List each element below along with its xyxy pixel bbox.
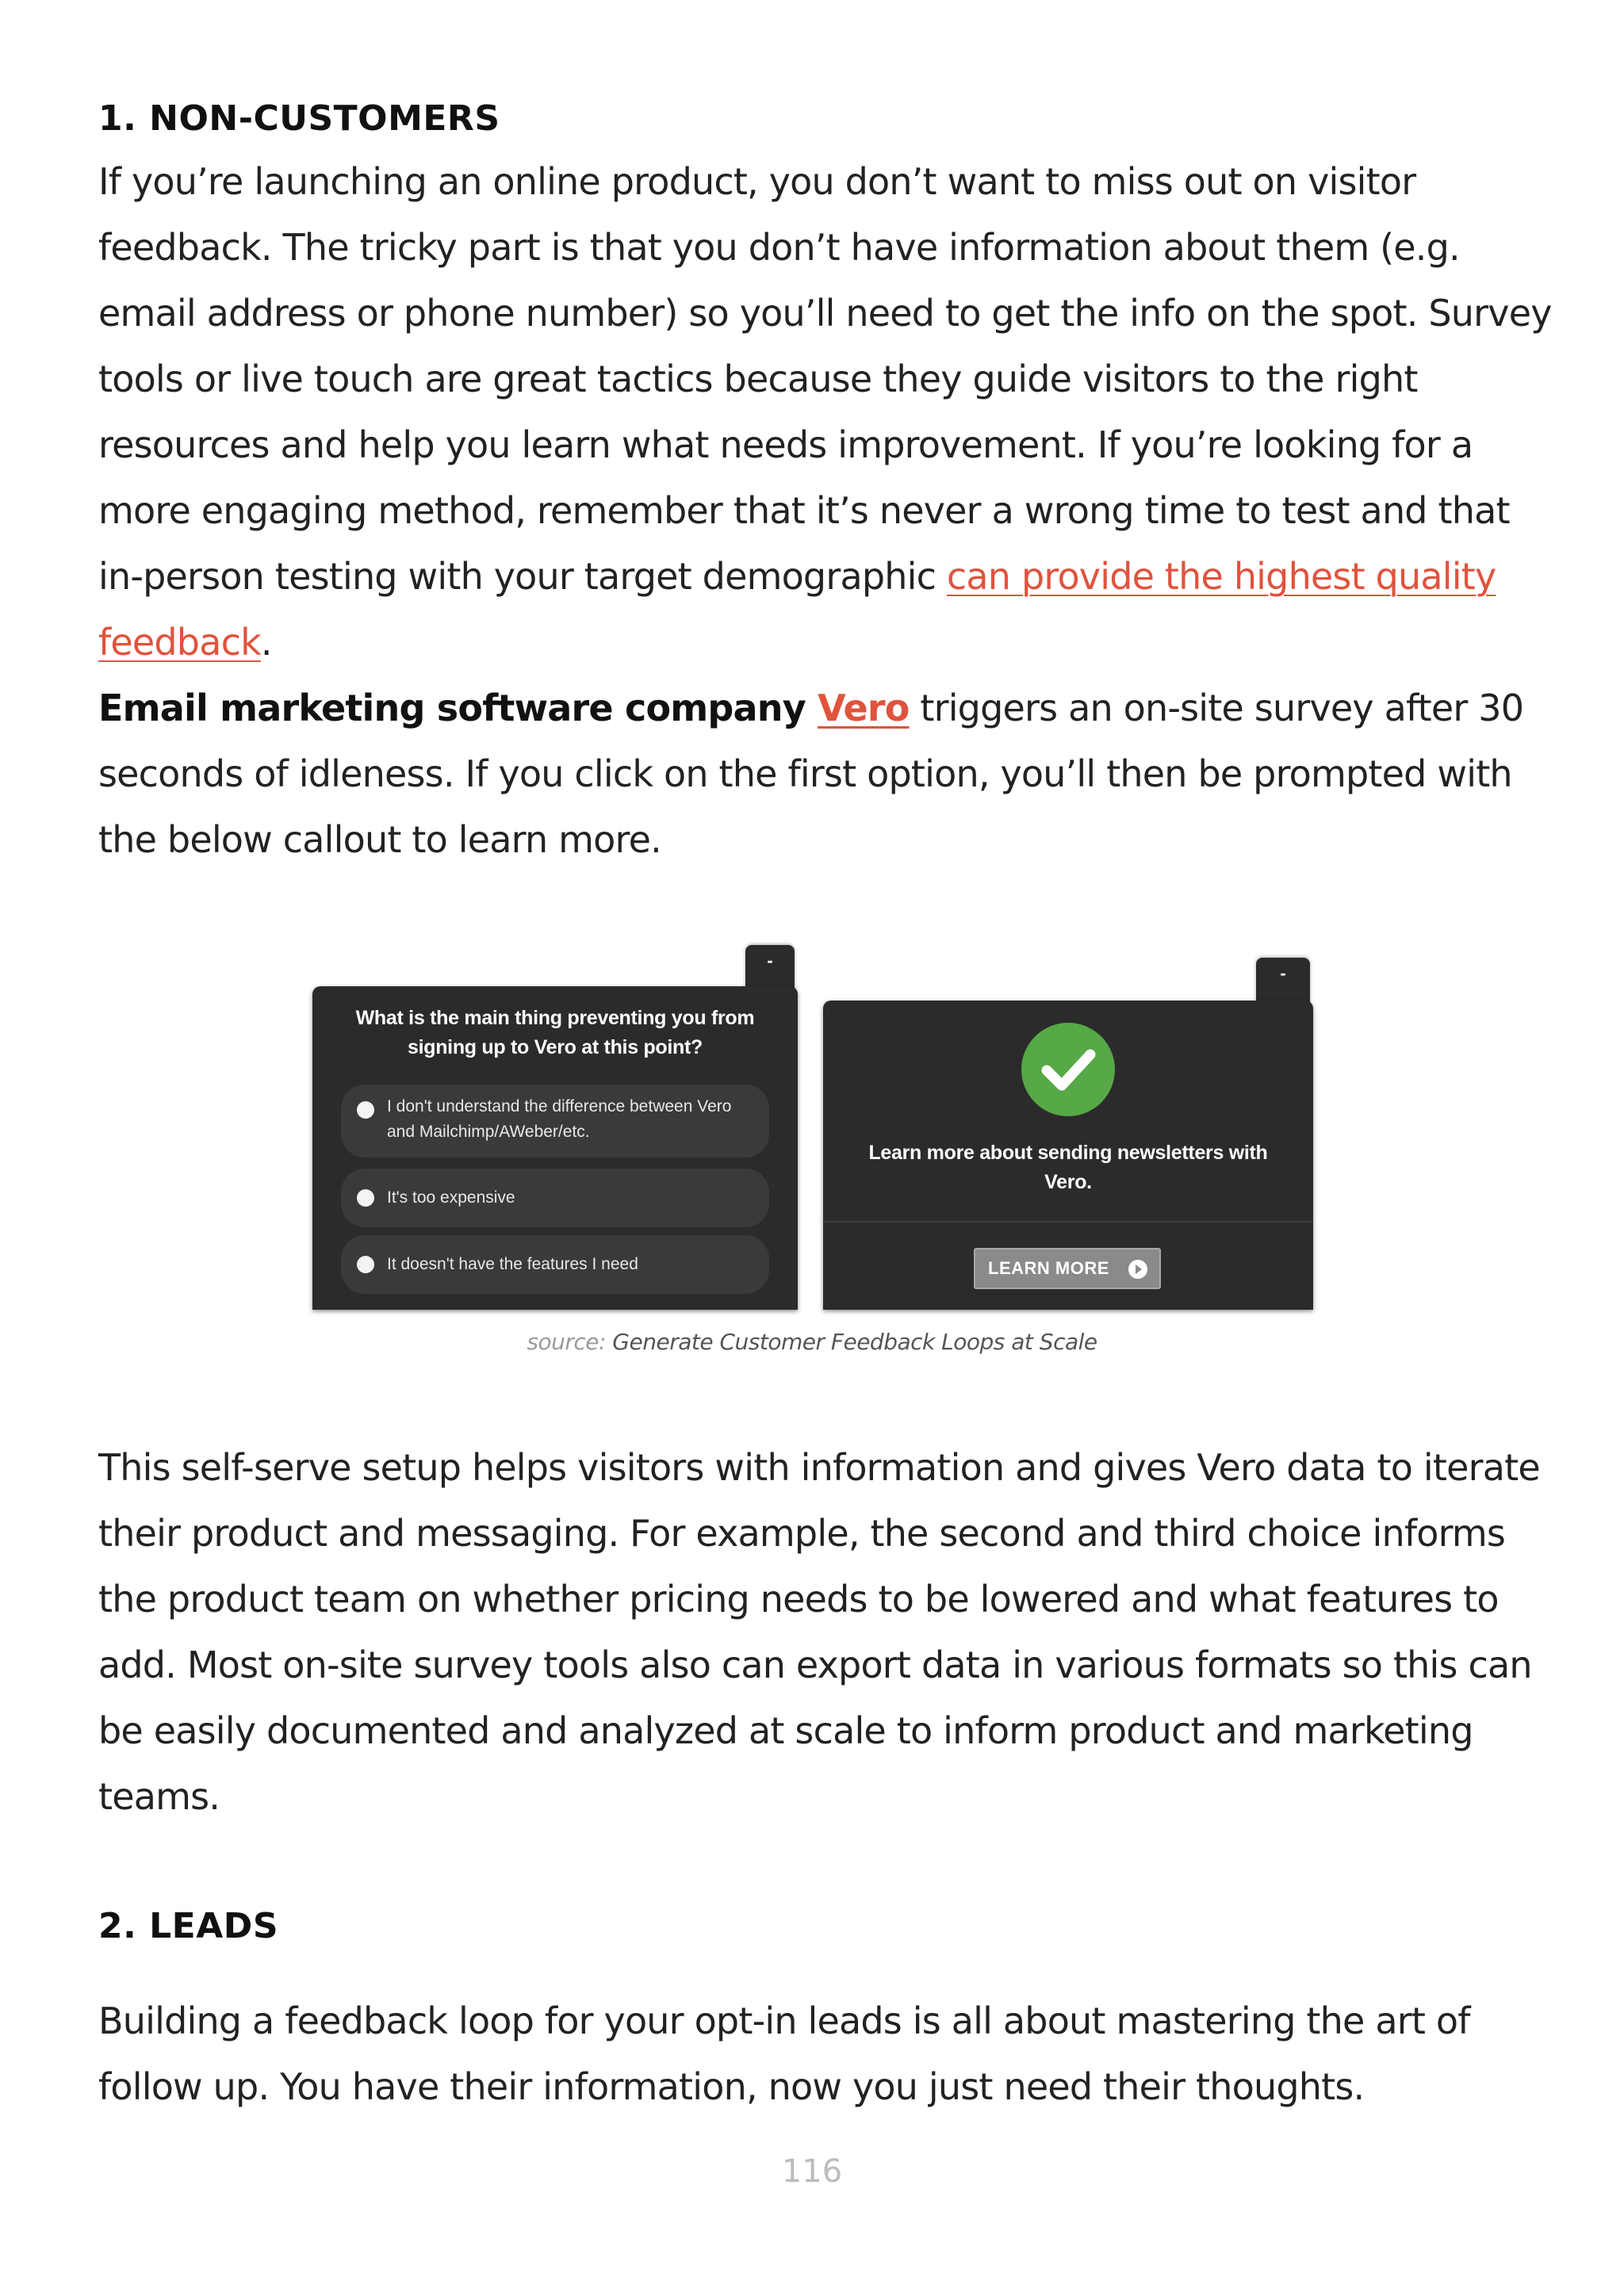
callout-message: Learn more about sending newsletters with Vero. bbox=[868, 1142, 1268, 1193]
section-leads bbox=[98, 1896, 1557, 2120]
page-number: 116 bbox=[781, 2153, 843, 2190]
survey-option[interactable] bbox=[341, 1235, 769, 1294]
minimize-icon: - bbox=[1280, 963, 1286, 983]
option-label: It's too expensive bbox=[387, 1188, 515, 1207]
section-non-customers-continued bbox=[98, 1435, 1557, 1830]
caption-text: Generate Customer Feedback Loops at Scale bbox=[605, 1329, 1097, 1355]
survey-widget bbox=[312, 986, 798, 1310]
arrow-right-circle-icon bbox=[1128, 1259, 1148, 1280]
radio-icon[interactable] bbox=[357, 1256, 374, 1273]
section-heading: 1. NON-CUSTOMERS bbox=[98, 98, 500, 139]
paragraph-end: . bbox=[260, 621, 272, 664]
divider bbox=[823, 1221, 1313, 1223]
checkmark-icon bbox=[1021, 1023, 1115, 1116]
survey-option[interactable] bbox=[341, 1085, 769, 1158]
paragraph-text: triggers an on-site survey after 30 seconds of idleness. If you click on the first option, you’ll then be prompted with the below callout to learn more. bbox=[98, 687, 1524, 861]
section-heading: 2. LEADS bbox=[98, 1906, 279, 1946]
caption-prefix: source: bbox=[527, 1329, 606, 1355]
callout-minimize-tab[interactable] bbox=[1256, 958, 1310, 1005]
paragraph: This self-serve setup helps visitors with information and gives Vero data to iterate their product and messaging. For example, the second and third choice informs the product team on whether pricing needs to be lowered and what features to add. Most on-site survey tools also can export data in various formats so this can be easily documented and analyzed at scale to inform product and marketing teams. bbox=[98, 1446, 1540, 1818]
radio-icon[interactable] bbox=[357, 1189, 374, 1207]
option-label: It doesn't have the features I need bbox=[387, 1255, 638, 1273]
paragraph-text: If you’re launching an online product, you don’t want to miss out on visitor feedback. The tricky part is that you don’t have information about them (e.g. email address or phone number) so you’ll need to get the info on the spot. Survey tools or live touch are great tactics because they guide visitors to the right resources and help you learn what needs improvement. If you’re looking for a more engaging method, remember that it’s never a wrong time to test and that in-person testing with your target demographic bbox=[98, 160, 1552, 598]
vero-widgets-figure bbox=[312, 942, 1313, 1310]
section-non-customers bbox=[98, 89, 1557, 873]
option-label: I don't understand the difference between Vero and Mailchimp/AWeber/etc. bbox=[387, 1097, 732, 1141]
survey-option[interactable] bbox=[341, 1169, 769, 1227]
button-label: LEARN MORE bbox=[988, 1258, 1109, 1278]
vero-link[interactable]: Vero bbox=[818, 687, 910, 729]
paragraph bbox=[98, 675, 1557, 873]
survey-question: What is the main thing preventing you from signing up to Vero at this point? bbox=[355, 1007, 755, 1058]
paragraph: Building a feedback loop for your opt-in leads is all about mastering the art of follow up. You have their information, now you just need their thoughts. bbox=[98, 1999, 1470, 2108]
radio-icon[interactable] bbox=[357, 1101, 374, 1119]
figure-caption bbox=[0, 1329, 1624, 1355]
callout-widget bbox=[823, 1001, 1313, 1310]
lead-in-bold: Email marketing software company bbox=[98, 687, 818, 729]
quality-feedback-link[interactable]: can provide the highest quality feedback bbox=[98, 555, 1496, 664]
paragraph bbox=[98, 149, 1557, 675]
survey-minimize-tab[interactable] bbox=[745, 945, 795, 993]
minimize-icon: - bbox=[767, 951, 773, 970]
learn-more-button[interactable] bbox=[974, 1248, 1161, 1289]
